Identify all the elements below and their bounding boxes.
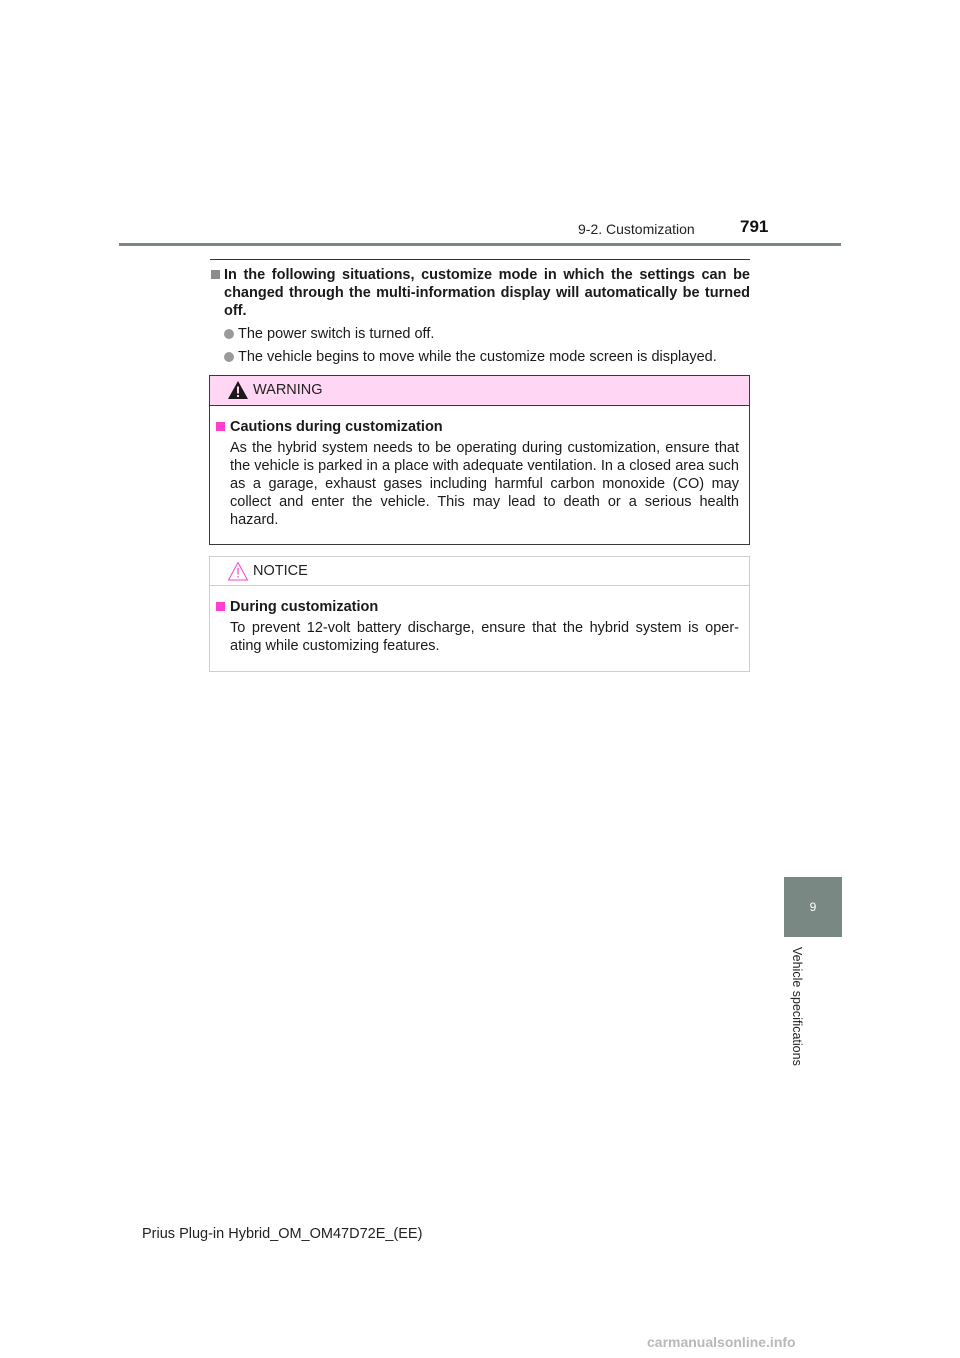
pink-square-bullet-icon [216,422,225,431]
warning-title-text: Cautions during customization [230,419,443,435]
notice-triangle-icon [227,561,249,581]
circle-bullet-icon [224,352,234,362]
pink-square-bullet-icon [216,602,225,611]
list-item-text: The power switch is turned off. [238,326,435,342]
warning-label: WARNING [253,382,323,398]
square-bullet-icon [211,270,220,279]
warning-title [215,418,739,436]
auto-off-section [210,266,750,366]
footer-document-id: Prius Plug-in Hybrid_OM_OM47D72E_(EE) [142,1226,423,1242]
chapter-tab: 9 [784,877,842,937]
notice-header [210,557,749,586]
notice-box [209,556,750,672]
list-item-text: The vehicle begins to move while the customize mode screen is displayed. [238,349,717,365]
chapter-label: Vehicle specifications [790,947,804,1066]
warning-box [209,375,750,545]
page-number: 791 [740,217,769,236]
watermark: carmanualsonline.info [647,1334,796,1350]
header-rule [119,243,841,246]
list-item [210,325,750,343]
section-heading [210,266,750,320]
warning-triangle-icon [227,380,249,400]
notice-label: NOTICE [253,563,308,579]
warning-body [215,418,739,529]
section-heading-text: In the following situations, customize mode in which the settings can be changed through the multi-information display will automatically be turned off. [224,267,750,319]
header-section-title: 9-2. Customization [578,221,695,237]
notice-title-text: During customization [230,599,379,615]
circle-bullet-icon [224,329,234,339]
notice-title [215,598,739,616]
notice-body [215,598,739,655]
content-rule [210,259,750,260]
warning-header [210,376,749,406]
notice-text: To prevent 12-volt battery discharge, ensure that the hybrid system is oper-ating while customizing features. [230,620,739,654]
warning-text: As the hybrid system needs to be operating during customization, ensure that the vehicle is parked in a place with adequate ventilation. In a closed area such as a garage, exhaust gases including harmful carbon monoxide (CO) may collect and enter the vehicle. This may lead to death or a serious health hazard. [230,440,739,528]
list-item [210,348,750,366]
